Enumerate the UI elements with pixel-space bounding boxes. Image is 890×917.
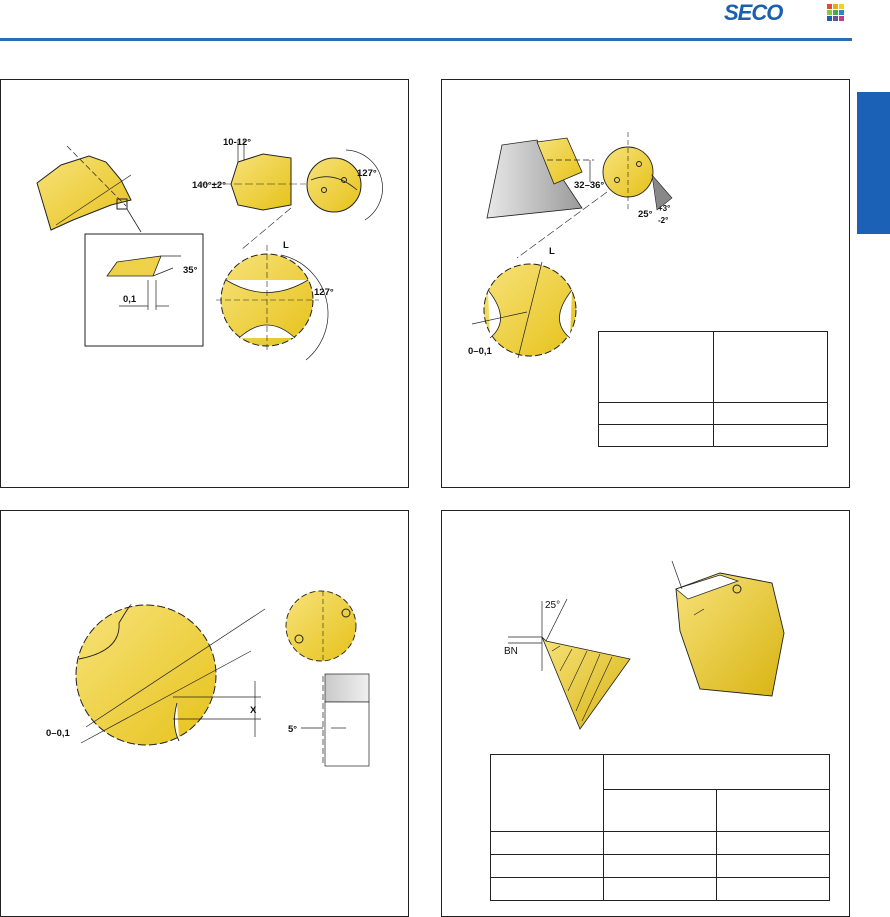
panel-web-thinning	[0, 510, 409, 917]
panel-chamfer	[441, 79, 850, 488]
label-25-deg-tr: 25°	[638, 209, 653, 220]
label-L-tl: L	[283, 240, 289, 251]
label-10-12-deg: 10-12°	[223, 137, 252, 148]
label-127-deg-b: 127°	[314, 287, 334, 298]
drill-end-view-large-tr	[472, 262, 576, 358]
drill-end-view-large	[216, 245, 328, 360]
label-0-1: 0,1	[123, 294, 137, 305]
label-0-01-tr: 0–0,1	[468, 346, 492, 357]
detail-box	[85, 234, 203, 346]
grinding-wheel-bl	[325, 674, 369, 702]
label-0-01-bl: 0–0,1	[46, 728, 70, 739]
label-35-deg: 35°	[183, 265, 198, 276]
label-L-tr: L	[549, 246, 555, 257]
panel-point-thinning	[0, 79, 409, 488]
drill-point-diagram-3	[1, 511, 408, 916]
panel-land-chamfer	[441, 510, 850, 917]
label-127-deg-a: 127°	[357, 168, 377, 179]
drill-body-drawing	[672, 561, 784, 696]
header-rule	[0, 38, 852, 41]
drill-side-view	[201, 140, 306, 210]
label-32-36-deg: 32–36°	[574, 180, 605, 191]
label-140-deg: 140°±2°	[192, 180, 226, 191]
label-BN: BN	[504, 646, 518, 657]
drill-point-diagram-1	[1, 80, 408, 487]
drill-end-view-small-bl	[286, 591, 356, 661]
logo-squares-icon	[827, 4, 845, 22]
label-25-deg-br: 25°	[545, 600, 561, 611]
drill-end-view-large-bl	[76, 605, 265, 745]
drill-tip-drawing	[37, 146, 141, 232]
data-table-br	[490, 754, 830, 901]
logo-text: SECO	[724, 0, 783, 25]
label-tol-plus: +3°	[658, 204, 671, 213]
label-5-deg: 5°	[288, 724, 298, 735]
label-X: X	[250, 705, 257, 716]
section-tab	[857, 92, 890, 234]
insert-edge-drawing	[508, 599, 630, 729]
data-table-tr	[598, 331, 828, 447]
label-tol-minus: -2°	[658, 216, 669, 225]
